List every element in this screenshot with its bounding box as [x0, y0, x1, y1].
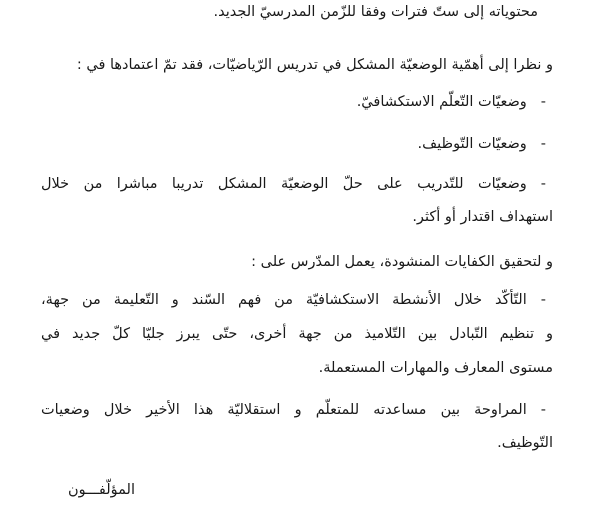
list2-item-1-line-2: و تنظيم التّبادل بين التّلاميذ من جهة أخرى، حتّى يبرز جليّا كلّ جديد في	[41, 326, 553, 342]
intro2-paragraph: و لتحقيق الكفايات المنشودة، يعمل المدّرس على :	[251, 254, 553, 270]
list1-item-3-line-2: استهداف اقتدار أو أكثر.	[412, 209, 553, 225]
list2-item-2-line-2: التّوظيف.	[497, 435, 553, 451]
list-dash: -	[540, 292, 546, 308]
intro-paragraph: و نظرا إلى أهمّية الوضعيّة المشكل في تدريس الرّياضيّات، فقد تمّ اعتمادها في :	[76, 57, 553, 73]
list-dash: -	[540, 402, 546, 418]
signature: المؤلّفـــون	[68, 482, 135, 498]
list2-item-2-text: المراوحة بين مساعدته للمتعلّم و استقلاليّة هذا الأخير خلال وضعيات	[41, 402, 527, 418]
list2-item-1-text: التّأكّد خلال الأنشطة الاستكشافيّة من فهم السّند و التّعليمة من جهة،	[41, 292, 527, 308]
list1-item-2	[418, 134, 546, 154]
list2-item-2-line-1	[41, 400, 546, 420]
list2-item-1-line-1	[41, 290, 546, 310]
list1-item-3-line-1	[41, 174, 546, 194]
list-dash: -	[540, 136, 546, 152]
list-dash: -	[540, 94, 546, 110]
list1-item-1	[357, 92, 546, 112]
top-line: محتوياته إلى ستّ فترات وفقا للزّمن المدرسيّ الجديد.	[213, 4, 538, 20]
list1-item-2-text: وضعيّات التّوظيف.	[417, 136, 527, 152]
list2-item-1-line-3: مستوى المعارف والمهارات المستعملة.	[318, 360, 553, 376]
list-dash: -	[540, 176, 546, 192]
list1-item-3-text: وضعيّات للتّدريب على حلّ الوضعيّة المشكل تدريبا مباشرا من خلال	[41, 176, 527, 192]
list1-item-1-text: وضعيّات التّعلّم الاستكشافيّ.	[356, 94, 527, 110]
